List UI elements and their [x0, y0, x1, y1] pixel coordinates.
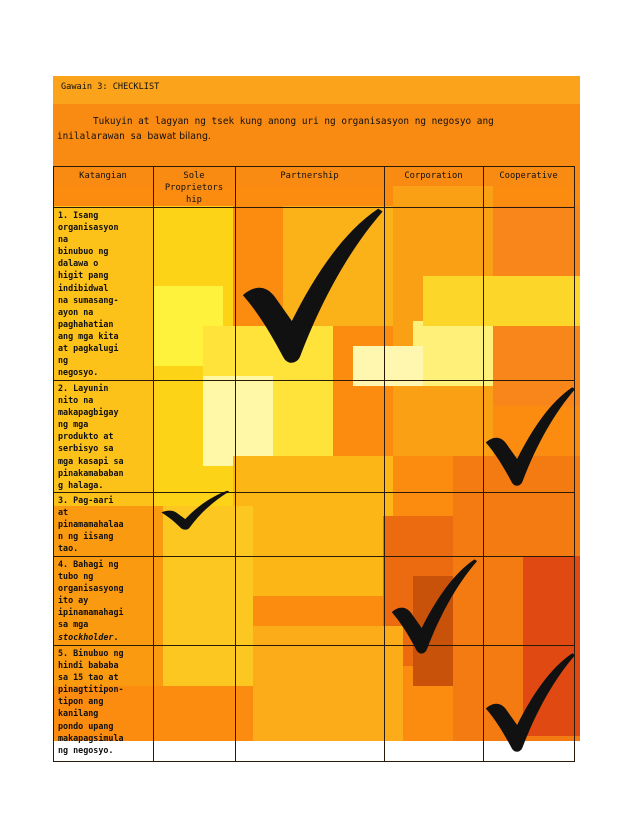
row-3-text: 3. Pag-aari at pinamamahalaa n ng iisang tao. [58, 495, 124, 554]
row-1-text: 1. Isang organisasyon na binubuo ng dalawa o higit pang indibidwal na sumasang- ayon na paghahatian ang mga kita at pagkalugi ng negosyo. [58, 210, 119, 378]
header-cooperative: Cooperative [499, 171, 558, 181]
instruction-line2-a: inilalarawan sa [57, 131, 142, 142]
header-corporation: Corporation [404, 171, 463, 181]
check-mark-icon [160, 490, 230, 530]
check-mark-icon [484, 648, 576, 756]
activity-title: Gawain 3: CHECKLIST [61, 82, 160, 92]
row-5-text: 5. Binubuo ng hindi bababa sa 15 tao at pinagtitipon- tipon ang kanilang pondo upang makapagsimula ng negosyo. [58, 648, 124, 755]
row-4-text-main: 4. Bahagi ng tubo ng organisasyong ito ay ipinamamahagi sa mga [58, 559, 124, 630]
row-4-text-emphasis: stockholder [58, 631, 114, 642]
header-katangian: Katangian [79, 171, 127, 181]
header-partnership: Partnership [280, 171, 339, 181]
check-mark-icon [484, 380, 576, 492]
row-4-text [58, 558, 149, 643]
instruction-lead: Tukuyin at lagyan ng tsek kung anong uri ng organisasyon ng negosyo ang [93, 116, 494, 127]
instruction-line2-b: bawat bilang. [147, 131, 211, 142]
header-sole-proprietorship: Sole Proprietors hip [164, 171, 224, 205]
instruction-text [57, 114, 577, 144]
check-mark-icon [390, 557, 478, 655]
row-2-text: 2. Layunin nito na makapagbigay ng mga produkto at serbisyo sa mga kasapi sa pinakamababan g halaga. [58, 383, 124, 490]
check-mark-icon [240, 205, 384, 365]
row-4-text-tail: . [113, 631, 119, 642]
